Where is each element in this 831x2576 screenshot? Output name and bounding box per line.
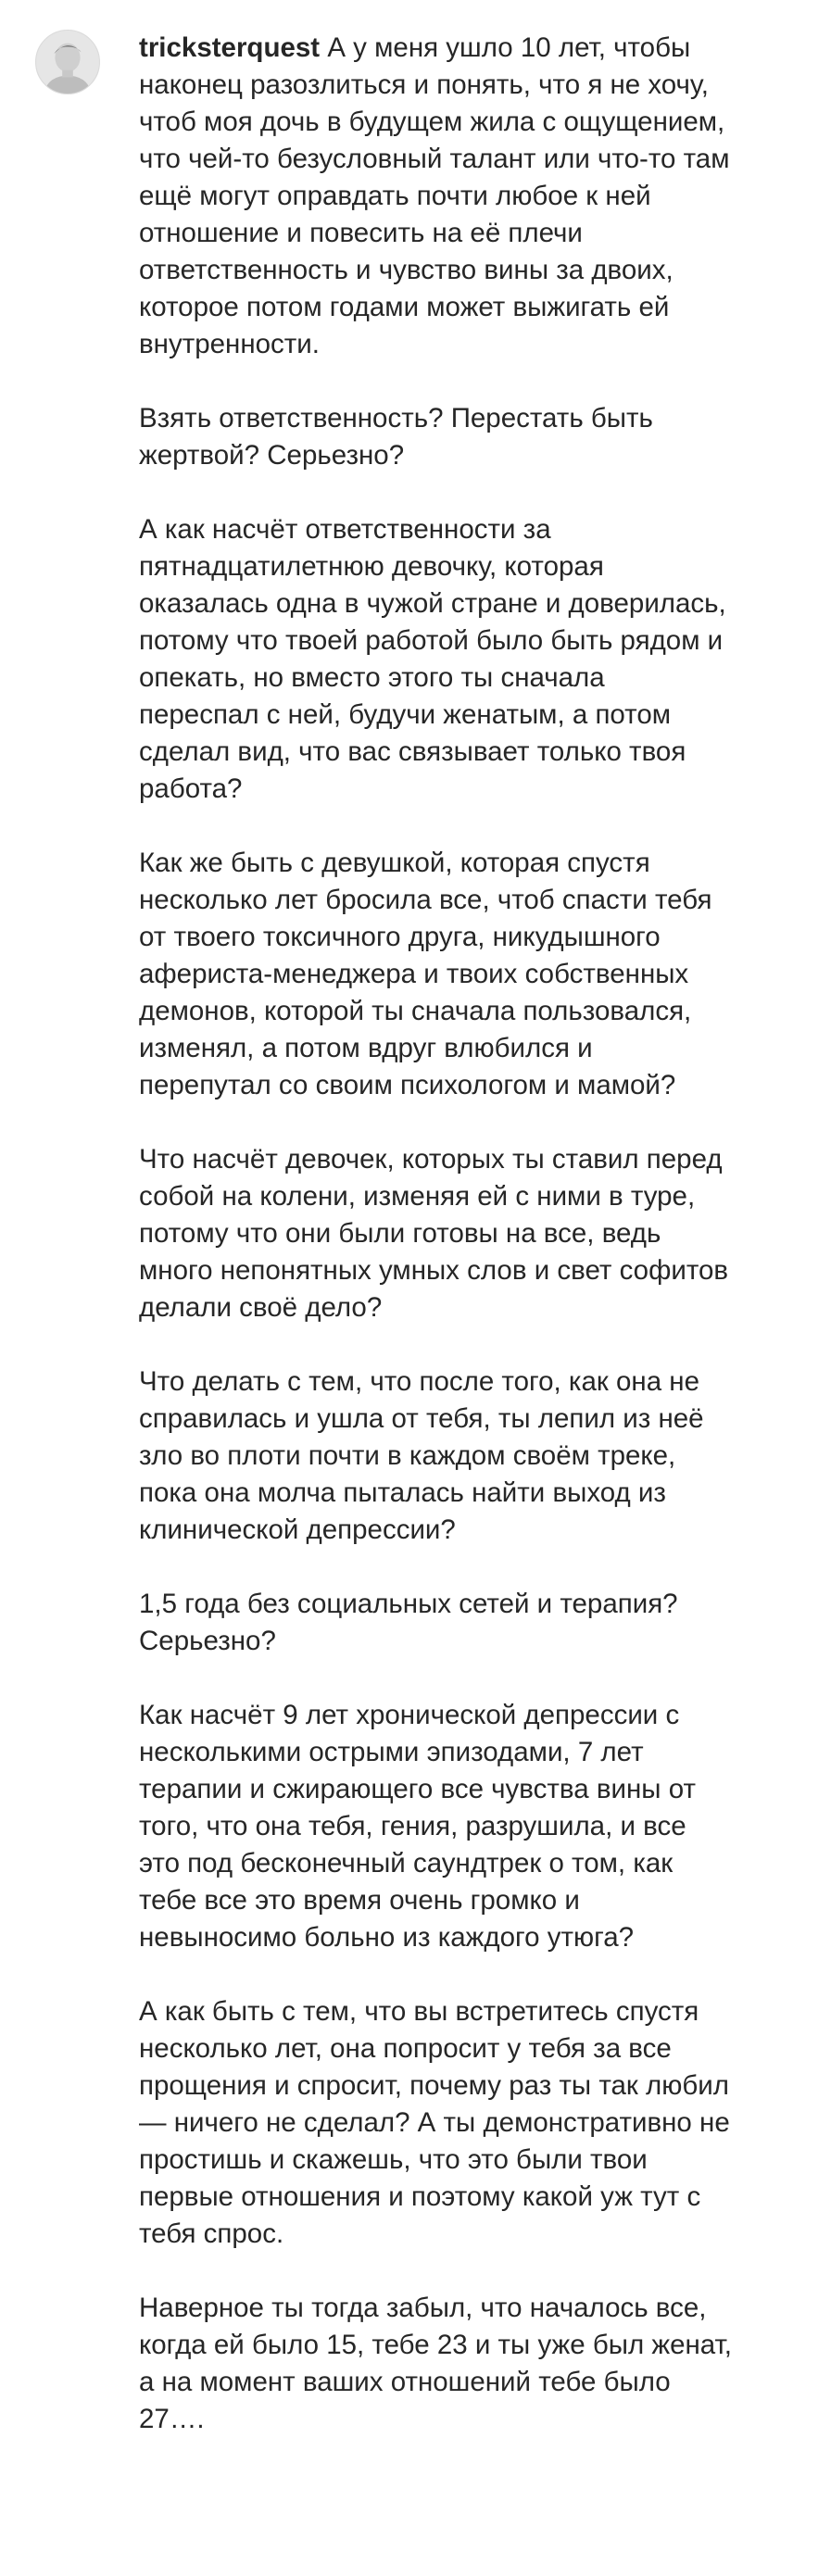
comment-paragraph: Что делать с тем, что после того, как она не справилась и ушла от тебя, ты лепил из неё зло во плоти почти в каждом своём треке, пока она молча пыталась найти выход из клинической депрессии? bbox=[139, 1366, 704, 1545]
comment-text: А у меня ушло 10 лет, чтобы наконец разозлиться и понять, что я не хочу, чтоб моя дочь в будущем жила с ощущением, что чей-то безусловный талант или что-то там ещё могут оправдать почти любое к ней отношение и повесить на её плечи ответственность и чувство вины за двоих, которое потом годами может выжигать ей внутренности. bbox=[139, 32, 730, 359]
comment-paragraph: Что насчёт девочек, которых ты ставил перед собой на колени, изменяя ей с ними в туре, потому что они были готовы на все, ведь много непонятных умных слов и свет софитов делали своё дело? bbox=[139, 1144, 729, 1323]
comment-paragraph: 1,5 года без социальных сетей и терапия? Серьезно? bbox=[139, 1589, 678, 1656]
comment-paragraph bbox=[139, 30, 732, 363]
user-avatar[interactable] bbox=[35, 30, 100, 94]
comment-paragraph: А как насчёт ответственности за пятнадцатилетнюю девочку, которая оказалась одна в чужой стране и доверилась, потому что твоей работой было быть рядом и опекать, но вместо этого ты сначала переспал с ней, будучи женатым, а потом сделал вид, что вас связывает только твоя работа? bbox=[139, 514, 726, 804]
comment-paragraph: Взять ответственность? Перестать быть жертвой? Серьезно? bbox=[139, 403, 653, 471]
comment-paragraph: Как же быть с девушкой, которая спустя несколько лет бросила все, чтоб спасти тебя от твоего токсичного друга, никудышного афериста-менеджера и твоих собственных демонов, которой ты сначала пользовался, изменял, а потом вдруг влюбился и перепутал со своим психологом и мамой? bbox=[139, 848, 712, 1100]
comment-paragraph: Как насчёт 9 лет хронической депрессии с несколькими острыми эпизодами, 7 лет терапии и сжирающего все чувства вины от того, что она тебя, гения, разрушила, и все это под бесконечный саундтрек о том, как тебе все это время очень громко и невыносимо больно из каждого утюга? bbox=[139, 1700, 696, 1953]
comment-paragraph: Наверное ты тогда забыл, что началось все, когда ей было 15, тебе 23 и ты уже был женат, а на момент ваших отношений тебе было 27…. bbox=[139, 2293, 732, 2434]
comment-paragraph: А как быть с тем, что вы встретитесь спустя несколько лет, она попросит у тебя за все прощения и спросит, почему раз ты так любил — ничего не сделал? А ты демонстративно не простишь и скажешь, что это были твои первые отношения и поэтому какой уж тут с тебя спрос. bbox=[139, 1996, 730, 2249]
profile-photo-icon bbox=[36, 31, 99, 94]
comment-username[interactable]: tricksterquest bbox=[139, 32, 321, 63]
comment-body bbox=[139, 30, 732, 2475]
